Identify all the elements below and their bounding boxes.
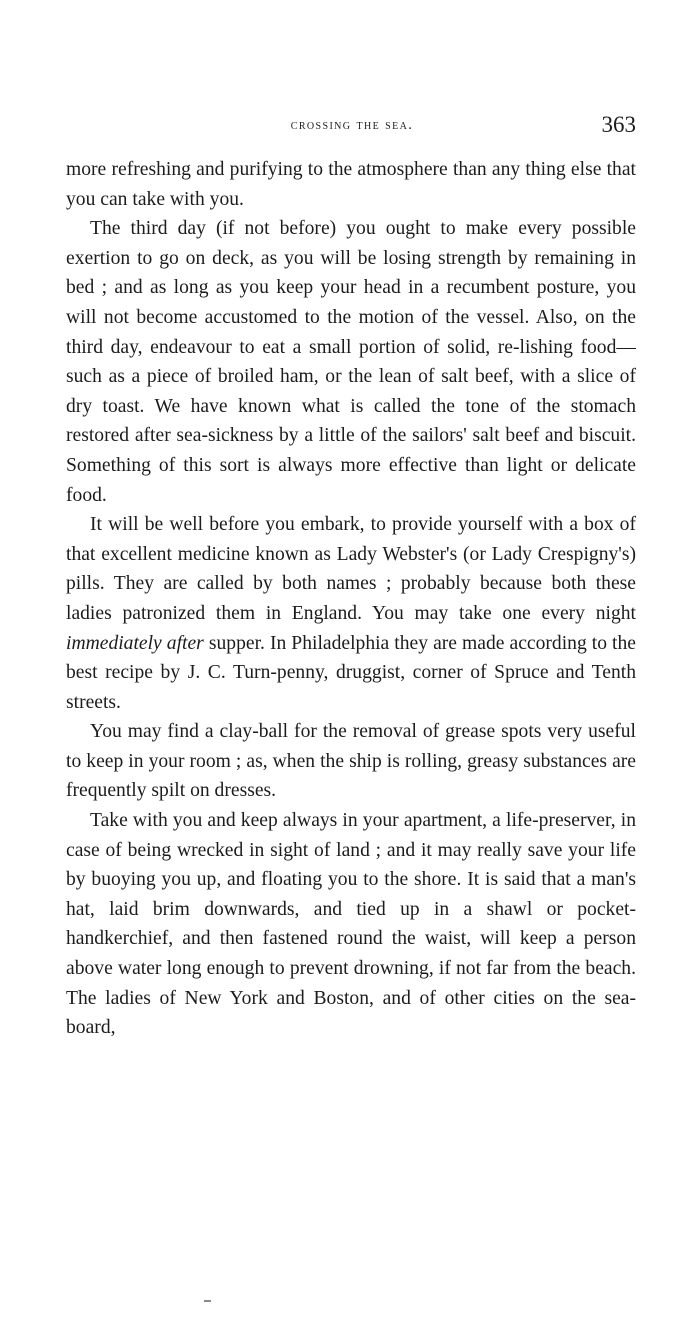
paragraph-third-day: The third day (if not before) you ought to make every possible exertion to go on deck, as you will be losing strength by remaining in bed ; and as long as you keep your head in a recumbent posture, you will not become accustomed to the motion of the vessel. Also, on the third day, endeavour to eat a small portion of solid, re-lishing food—such as a piece of broiled ham, or the lean of salt beef, with a slice of dry toast. We have known what is called the tone of the stomach restored after sea-sickness by a little of the sailors' salt beef and biscuit. Something of this sort is always more effective than light or delicate food. — [66, 218, 636, 506]
running-head — [66, 112, 638, 142]
page-number: 363 — [601, 112, 636, 137]
paragraph-pills-text-before: It will be well before you embark, to provide yourself with a box of that excellent medicine known as Lady Webster's (or Lady Crespigny's) pills. They are called by both names ; probably because both these ladies patronized them in England. You may take one every night — [66, 514, 636, 624]
paragraph-pills — [66, 510, 636, 717]
paragraph-life-preserver: Take with you and keep always in your apartment, a life-preserver, in case of being wrecked in sight of land ; and it may really save your life by buoying you up, and floating you to the shore. It is said that a man's hat, laid brim downwards, and tied up in a shawl or pocket-handkerchief, and then fastened round the waist, will keep a person above water long enough to prevent drowning, if not far from the beach. The ladies of New York and Boston, and of other cities on the sea-board, — [66, 810, 636, 1039]
paragraph-pills-emphasis: immediately after — [66, 632, 204, 654]
paragraph-clay-ball: You may find a clay-ball for the removal of grease spots very useful to keep in your room ; as, when the ship is rolling, greasy substances are frequently spilt on dresses. — [66, 721, 636, 802]
paragraph-pills-text-after: supper. In Philadelphia they are made according to the best recipe by J. C. Turn-penny, druggist, corner of Spruce and Tenth streets. — [66, 632, 636, 713]
stray-ink-mark — [204, 1300, 211, 1302]
running-title: crossing the sea. — [290, 117, 414, 133]
paragraph-continued: more refreshing and purifying to the atmosphere than any thing else that you can take with you. — [66, 159, 636, 210]
body-text — [66, 155, 636, 1043]
